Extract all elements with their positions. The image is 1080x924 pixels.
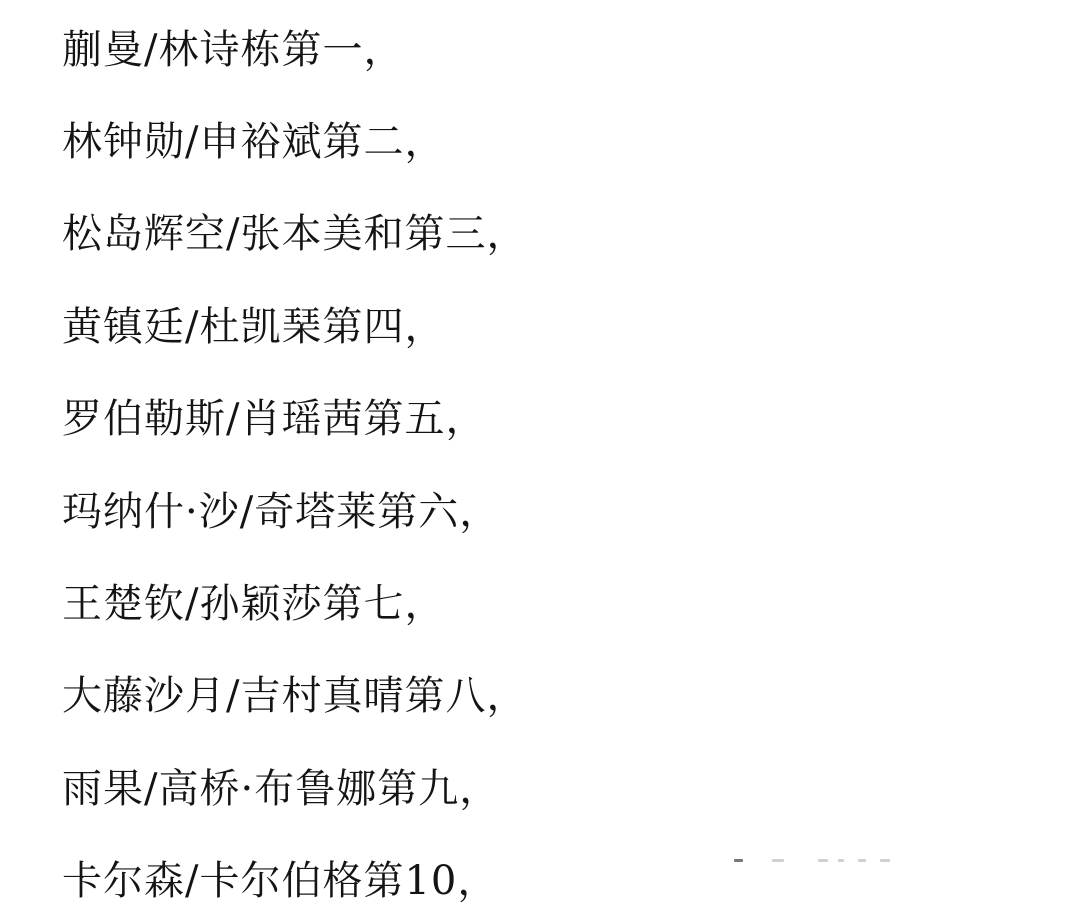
ranking-text-block [62, 0, 1080, 914]
ranking-line-7: 王楚钦/孙颖莎第七， [62, 581, 446, 628]
ranking-line-6: 玛纳什·沙/奇塔莱第六， [62, 488, 501, 535]
ranking-line-5: 罗伯勒斯/肖瑶茜第五， [62, 396, 487, 443]
ranking-line-3: 松岛辉空/张本美和第三， [62, 211, 528, 258]
ranking-line-2: 林钟勋/申裕斌第二， [62, 119, 446, 166]
ranking-line-1: 蒯曼/林诗栋第一， [62, 26, 405, 73]
ranking-line-8: 大藤沙月/吉村真晴第八， [62, 673, 528, 720]
ranking-line-10: 卡尔森/卡尔伯格第10， [62, 858, 499, 905]
ranking-line-9: 雨果/高桥·布鲁娜第九， [62, 765, 501, 812]
ranking-line-4: 黄镇廷/杜凯琹第四， [62, 303, 446, 350]
